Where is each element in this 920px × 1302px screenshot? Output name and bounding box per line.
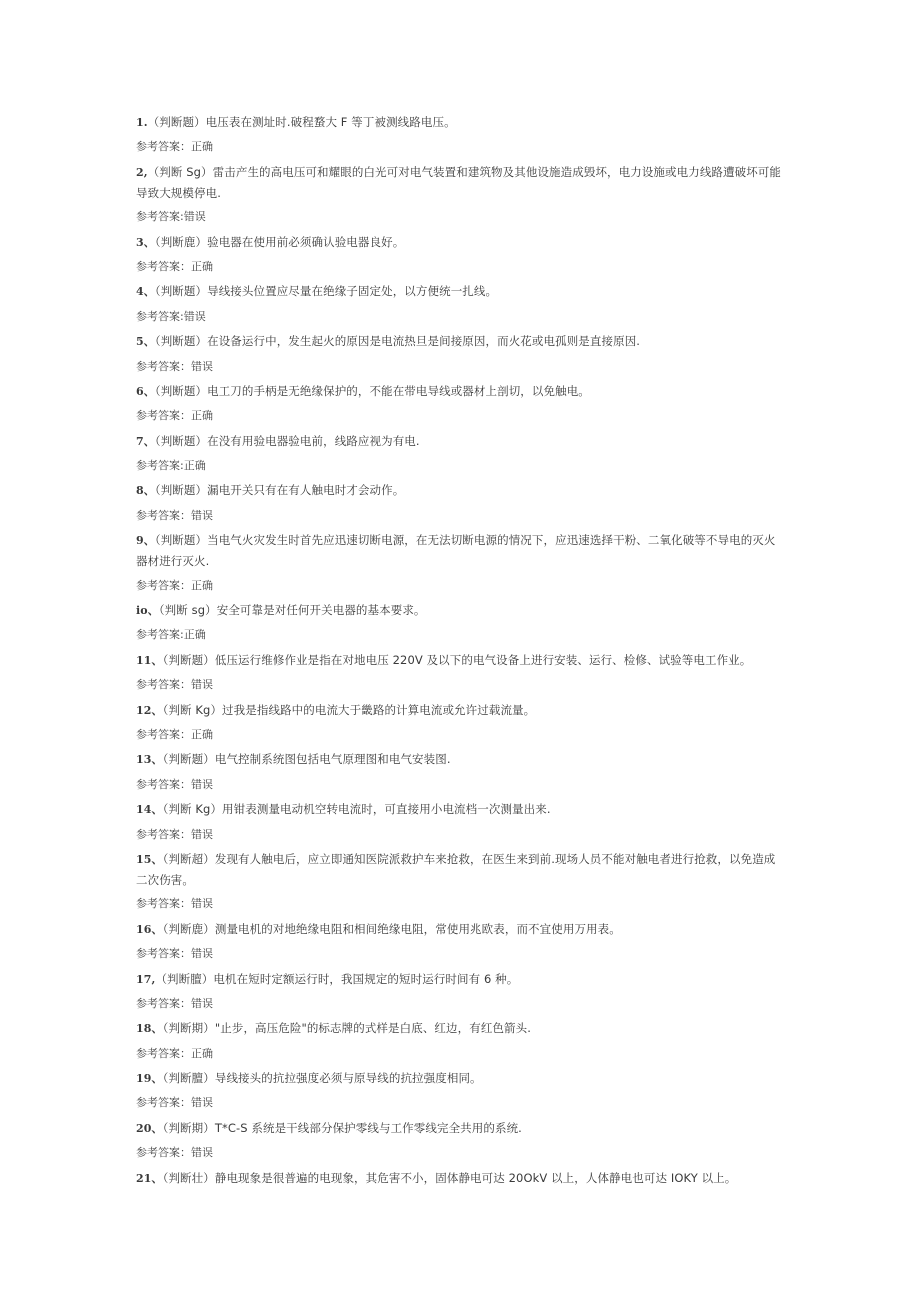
question-number: 9、 <box>136 534 155 548</box>
answer-4: 参考答案:错误 <box>136 309 206 323</box>
question-12 <box>136 700 786 725</box>
question-6 <box>136 381 786 406</box>
question-10 <box>136 600 786 625</box>
answer-7: 参考答案:正确 <box>136 459 206 473</box>
answer-5: 参考答案：错误 <box>136 359 213 373</box>
question-3 <box>136 232 786 257</box>
question-20 <box>136 1118 786 1143</box>
question-text: （判断 Kg）过我是指线路中的电流大于畿路的计算电流或允许过载流量。 <box>162 702 536 717</box>
answer-17: 参考答案：错误 <box>136 996 213 1010</box>
question-16 <box>136 919 786 944</box>
question-number: 3、 <box>136 235 155 249</box>
question-5 <box>136 331 786 356</box>
answer-9: 参考答案：正确 <box>136 578 213 592</box>
answer-12: 参考答案：正确 <box>136 727 213 741</box>
question-11 <box>136 650 786 675</box>
question-21 <box>136 1168 786 1193</box>
question-number: 4、 <box>136 285 155 299</box>
question-text: （判断鹿）测量电机的对地绝缘电阻和相间绝缘电阻，常使用兆欧表，而不宜使用万用表。 <box>162 921 621 936</box>
question-2 <box>136 162 786 207</box>
question-text: （判断题）电气控制系统图包括电气原理图和电气安装图. <box>162 752 451 767</box>
question-text: （判断题）电压表在测址时.破程蝥大 F 等丁被测线路电压。 <box>147 115 456 129</box>
question-9 <box>136 530 786 575</box>
question-1 <box>136 112 786 137</box>
question-text: （判断鹿）验电器在使用前必须确认验电器良好。 <box>154 234 405 249</box>
question-18 <box>136 1018 786 1043</box>
question-19 <box>136 1068 786 1093</box>
question-text: （判断期）T*C-S 系统是干线部分保护零线与工作零线完全共用的系统. <box>162 1120 522 1135</box>
question-number: 18、 <box>136 1022 163 1036</box>
question-text: （判断期）"止步，高压危险"的标志牌的式样是白底、红边，有红色箭头. <box>162 1021 531 1036</box>
question-text: （判断膻）电机在短时定额运行时，我国规定的短时运行时间有 6 种。 <box>155 971 519 986</box>
question-number: 7、 <box>136 434 155 448</box>
answer-11: 参考答案：错误 <box>136 678 213 692</box>
question-number: 12、 <box>136 703 163 717</box>
question-text: （判断题）在设备运行中，发生起火的原因是电流热旦是间接原因，而火花或电孤则是直接原因. <box>154 334 641 349</box>
answer-13: 参考答案：错误 <box>136 777 213 791</box>
answer-6: 参考答案：正确 <box>136 409 213 423</box>
answer-14: 参考答案：错误 <box>136 827 213 841</box>
answer-3: 参考答案：正确 <box>136 259 213 273</box>
question-number: 2, <box>136 165 148 179</box>
question-text: （判断膻）导线接头的抗拉强度必须与原导线的抗拉强度相同。 <box>162 1071 482 1086</box>
answer-2: 参考答案:错误 <box>136 210 206 224</box>
answer-1: 参考答案：正确 <box>136 140 213 154</box>
question-14 <box>136 799 786 824</box>
document-body <box>136 112 786 1193</box>
question-15 <box>136 849 786 894</box>
answer-10: 参考答案:正确 <box>136 628 206 642</box>
question-7 <box>136 431 786 456</box>
answer-8: 参考答案：错误 <box>136 508 213 522</box>
question-text: （判断题）低压运行维修作业是指在对地电压 220V 及以下的电气设备上进行安装、运行、检修、试验等电工作业。 <box>162 652 752 667</box>
question-text: （判断壮）静电现象是很普遍的电现象，其危害不小，固体静电可达 20OkV 以上，人体静电也可达 IOKY 以上。 <box>162 1170 737 1185</box>
answer-18: 参考答案：正确 <box>136 1046 213 1060</box>
question-text: （判断 Sg）雷击产生的高电压可和耀眼的白光可对电气装置和建筑物及其他设施造成毁坏，电力设施或电力线路遭破坏可能导致大规模停电. <box>136 164 782 200</box>
question-text: （判断题）在没有用验电器验电前，线路应视为有电. <box>154 433 420 448</box>
question-number: 13、 <box>136 753 163 767</box>
question-number: 20、 <box>136 1121 163 1135</box>
question-17 <box>136 969 786 994</box>
question-text: （判断题）电工刀的手柄是无绝缘保护的，不能在带电导线或器材上剖切，以免触电。 <box>154 383 590 398</box>
question-number: 1. <box>136 116 148 129</box>
question-number: 21、 <box>136 1171 163 1185</box>
question-number: 6、 <box>136 384 155 398</box>
question-text: （判断 Kg）用钳表测量电动机空转电流时，可直接用小电流档一次测量出来. <box>162 802 551 817</box>
question-number: io、 <box>136 604 159 618</box>
question-text: （判断题）漏电开关只有在有人触电时才会动作。 <box>154 483 405 498</box>
question-number: 19、 <box>136 1072 163 1086</box>
question-4 <box>136 281 786 306</box>
answer-16: 参考答案：错误 <box>136 947 213 961</box>
question-13 <box>136 749 786 774</box>
question-number: 15、 <box>136 852 163 866</box>
question-number: 8、 <box>136 484 155 498</box>
question-number: 14、 <box>136 803 163 817</box>
question-text: （判断题）导线接头位置应尽量在绝缘子固定处，以方便统一扎线。 <box>154 284 498 299</box>
answer-20: 参考答案：错误 <box>136 1146 213 1160</box>
question-number: 11、 <box>136 653 163 667</box>
question-text: （判断超）发现有人触电后，应立即通知医院派救护车来抢救，在医生来到前.现场人员不能对触电者进行抢救，以免造成二次伤害。 <box>136 851 776 887</box>
question-8 <box>136 480 786 505</box>
question-text: （判断题）当电气火灾发生时首先应迅速切断电源，在无法切断电源的情况下，应迅速选择干粉、二氧化破等不导电的灭火器材进行灭火. <box>136 533 776 569</box>
answer-15: 参考答案：错误 <box>136 897 213 911</box>
question-number: 5、 <box>136 335 155 349</box>
question-number: 17, <box>136 972 156 986</box>
question-text: （判断 sg）安全可靠是对任何开关电器的基本要求。 <box>158 603 426 618</box>
answer-19: 参考答案：错误 <box>136 1096 213 1110</box>
question-number: 16、 <box>136 922 163 936</box>
